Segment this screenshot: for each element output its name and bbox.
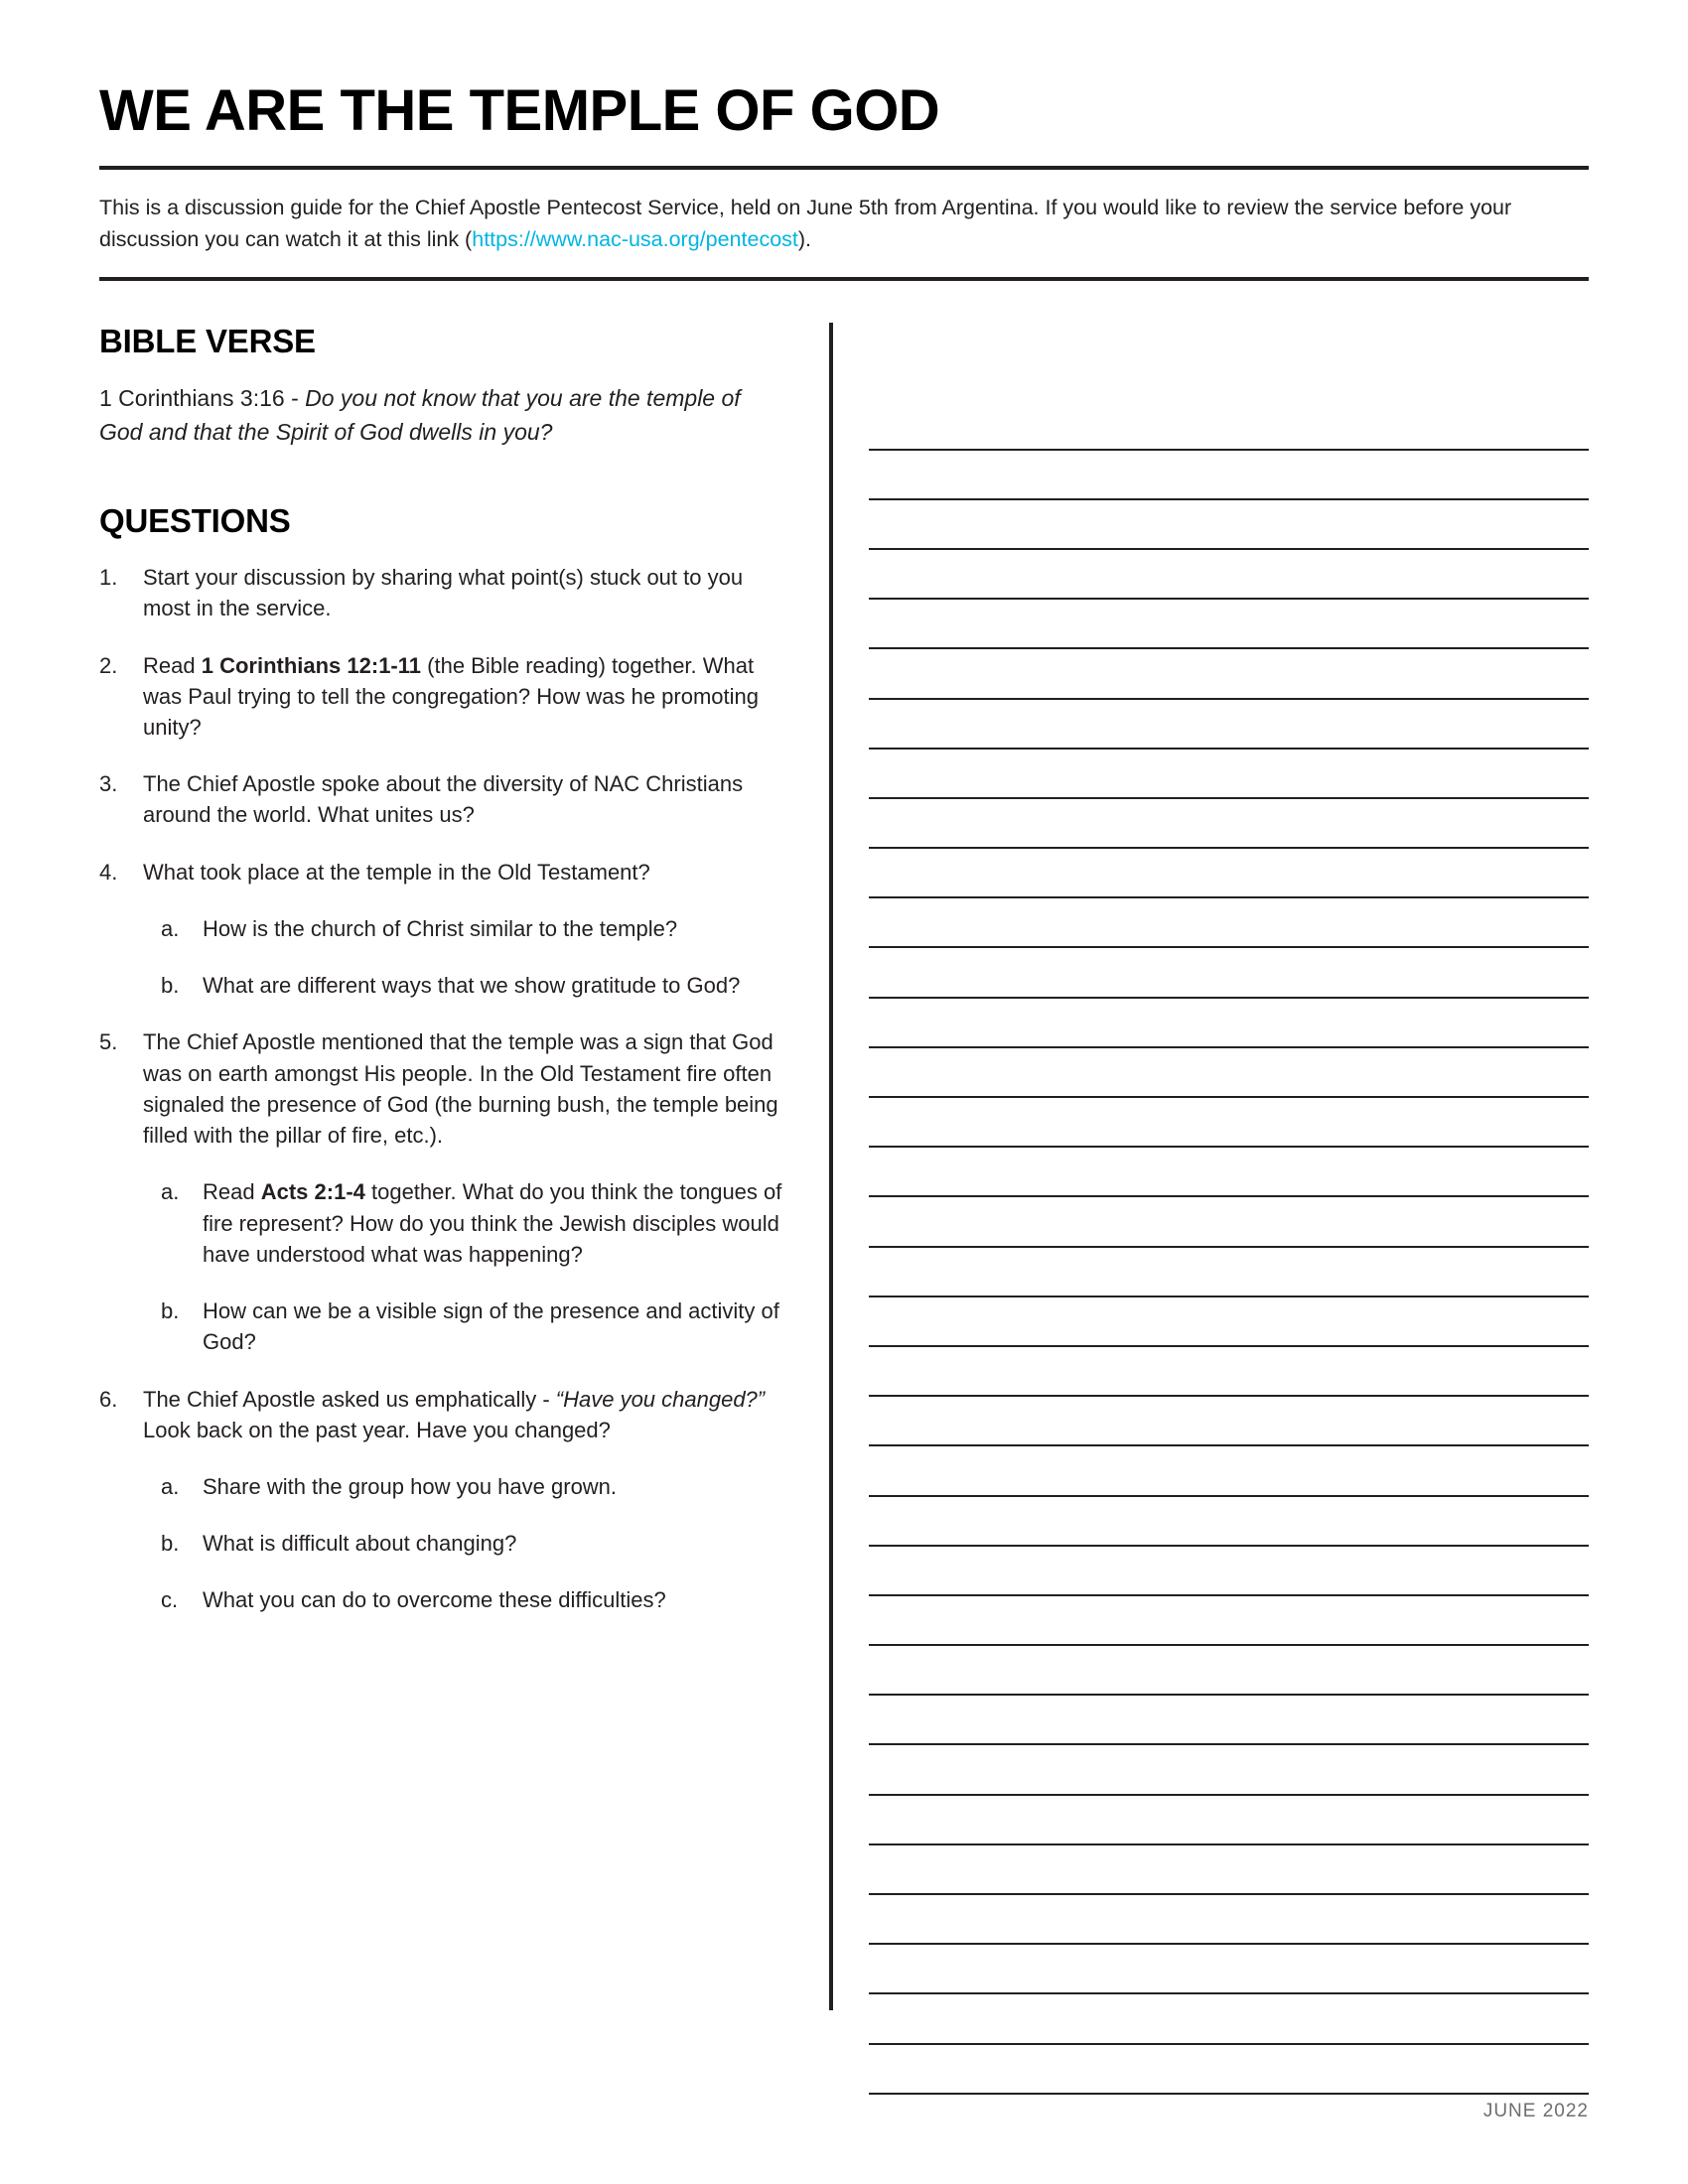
note-line[interactable]	[869, 1098, 1589, 1148]
intro-text-before: This is a discussion guide for the Chief Apostle Pentecost Service, held on June 5th from Argentina. If you would like to review the service before your discussion you can watch it at this link (	[99, 195, 1512, 252]
question-item	[99, 768, 789, 830]
text-run: Acts 2:1-4	[260, 1179, 365, 1205]
note-line[interactable]	[869, 1745, 1589, 1795]
text-run: Look back on the past year. Have you changed?	[143, 1417, 611, 1442]
note-line[interactable]	[869, 700, 1589, 750]
note-line[interactable]	[869, 1696, 1589, 1745]
note-line[interactable]	[869, 799, 1589, 849]
page-title: WE ARE THE TEMPLE OF GOD	[99, 78, 940, 143]
sub-question-row	[99, 913, 789, 944]
sub-question-list	[99, 1176, 789, 1357]
note-line[interactable]	[869, 1497, 1589, 1547]
sub-question-text: How is the church of Christ similar to the temple?	[203, 915, 678, 941]
note-line[interactable]	[869, 1048, 1589, 1098]
bible-verse-quote: Do you not know that you are the temple of God and that the Spirit of God dwells in you?	[99, 385, 741, 445]
intro-paragraph	[99, 192, 1589, 256]
question-item	[99, 857, 789, 1002]
question-row	[99, 650, 789, 744]
notes-column	[833, 323, 1589, 2020]
bible-verse-reference: 1 Corinthians 3:16 -	[99, 385, 306, 412]
sub-question-text: What is difficult about changing?	[203, 1531, 517, 1557]
question-text	[143, 650, 789, 744]
question-item	[99, 650, 789, 744]
question-text: What took place at the temple in the Old Testament?	[143, 859, 650, 885]
note-line[interactable]	[869, 649, 1589, 699]
sub-question-row	[99, 970, 789, 1001]
sub-question-row	[99, 1584, 789, 1615]
question-number: 5.	[99, 1029, 118, 1055]
note-line[interactable]	[869, 1397, 1589, 1446]
footer-date: JUNE 2022	[1482, 2101, 1589, 2121]
sub-question-text	[203, 1176, 789, 1270]
note-line[interactable]	[869, 1596, 1589, 1646]
question-number: 3.	[99, 771, 118, 797]
question-row	[99, 1384, 789, 1445]
note-line[interactable]	[869, 1297, 1589, 1347]
sub-question-letter: b.	[161, 1531, 180, 1557]
sub-question-text: Share with the group how you have grown.	[203, 1474, 618, 1499]
sub-question-letter: a.	[161, 915, 180, 941]
question-number: 2.	[99, 652, 118, 678]
question-item	[99, 1384, 789, 1616]
text-run: 1 Corinthians 12:1-11	[201, 652, 422, 678]
question-row	[99, 857, 789, 887]
note-line[interactable]	[869, 1148, 1589, 1197]
intro-divider	[99, 277, 1589, 281]
note-line[interactable]	[869, 1347, 1589, 1397]
note-lines	[869, 400, 1589, 2094]
text-run: The Chief Apostle asked us emphatically -	[143, 1386, 556, 1412]
sub-question-letter: b.	[161, 1298, 180, 1324]
note-line[interactable]	[869, 1845, 1589, 1895]
text-run: Read	[203, 1179, 261, 1205]
text-run: “Have you changed?”	[555, 1386, 766, 1412]
note-line[interactable]	[869, 1547, 1589, 1596]
title-divider	[99, 166, 1589, 170]
note-line[interactable]	[869, 500, 1589, 550]
text-run: Read	[143, 652, 202, 678]
sub-question-text: What are different ways that we show gratitude to God?	[203, 973, 741, 999]
question-number: 1.	[99, 565, 118, 591]
text-run: (the Bible reading) together. What was Paul trying to tell the congregation? How was he promoting unity?	[143, 652, 760, 741]
note-line[interactable]	[869, 1895, 1589, 1945]
sub-question-text: What you can do to overcome these difficulties?	[203, 1587, 666, 1613]
note-line[interactable]	[869, 999, 1589, 1048]
question-row	[99, 1026, 789, 1151]
note-line[interactable]	[869, 1796, 1589, 1845]
question-item	[99, 1026, 789, 1357]
content-columns	[99, 323, 1589, 2020]
sub-question-letter: c.	[161, 1587, 179, 1613]
sub-question-letter: a.	[161, 1474, 180, 1499]
note-line[interactable]	[869, 1646, 1589, 1696]
note-line[interactable]	[869, 400, 1589, 450]
sub-question-row	[99, 1296, 789, 1357]
intro-text-after: ).	[797, 227, 812, 252]
note-line[interactable]	[869, 451, 1589, 500]
note-line[interactable]	[869, 1197, 1589, 1247]
note-line[interactable]	[869, 550, 1589, 600]
sub-question-row	[99, 1176, 789, 1270]
note-line[interactable]	[869, 948, 1589, 998]
pentecost-service-link[interactable]: https://www.nac-usa.org/pentecost	[472, 227, 798, 252]
note-line[interactable]	[869, 898, 1589, 948]
note-line[interactable]	[869, 600, 1589, 649]
sub-question-row	[99, 1471, 789, 1502]
sub-question-letter: b.	[161, 973, 180, 999]
sub-question-text: How can we be a visible sign of the presence and activity of God?	[203, 1298, 779, 1355]
question-number: 6.	[99, 1386, 118, 1412]
question-text: The Chief Apostle spoke about the diversity of NAC Christians around the world. What unites us?	[143, 771, 744, 828]
bible-verse-heading: BIBLE VERSE	[99, 323, 316, 360]
sub-question-letter: a.	[161, 1179, 180, 1205]
note-line[interactable]	[869, 1945, 1589, 1994]
question-text	[143, 1384, 789, 1445]
bible-verse-text	[99, 382, 789, 449]
note-line[interactable]	[869, 750, 1589, 799]
questions-heading: QUESTIONS	[99, 502, 291, 540]
note-line[interactable]	[869, 1446, 1589, 1496]
questions-list	[99, 562, 789, 1616]
note-line[interactable]	[869, 1994, 1589, 2044]
sub-question-list	[99, 1471, 789, 1616]
left-column	[99, 323, 829, 2020]
sub-question-row	[99, 1528, 789, 1559]
question-row	[99, 562, 789, 623]
note-line[interactable]	[869, 1248, 1589, 1297]
note-line[interactable]	[869, 2045, 1589, 2095]
question-text: Start your discussion by sharing what point(s) stuck out to you most in the service.	[143, 565, 744, 621]
note-line[interactable]	[869, 849, 1589, 898]
question-text: The Chief Apostle mentioned that the temple was a sign that God was on earth amongst His people. In the Old Testament fire often signaled the presence of God (the burning bush, the temple being filled with the pillar of fire, etc.).	[143, 1029, 778, 1149]
question-row	[99, 768, 789, 830]
text-run: together. What do you think the tongues of fire represent? How do you think the Jewish disciples would have understood what was happening?	[203, 1179, 782, 1267]
question-item	[99, 562, 789, 623]
question-number: 4.	[99, 859, 118, 885]
sub-question-list	[99, 913, 789, 1001]
